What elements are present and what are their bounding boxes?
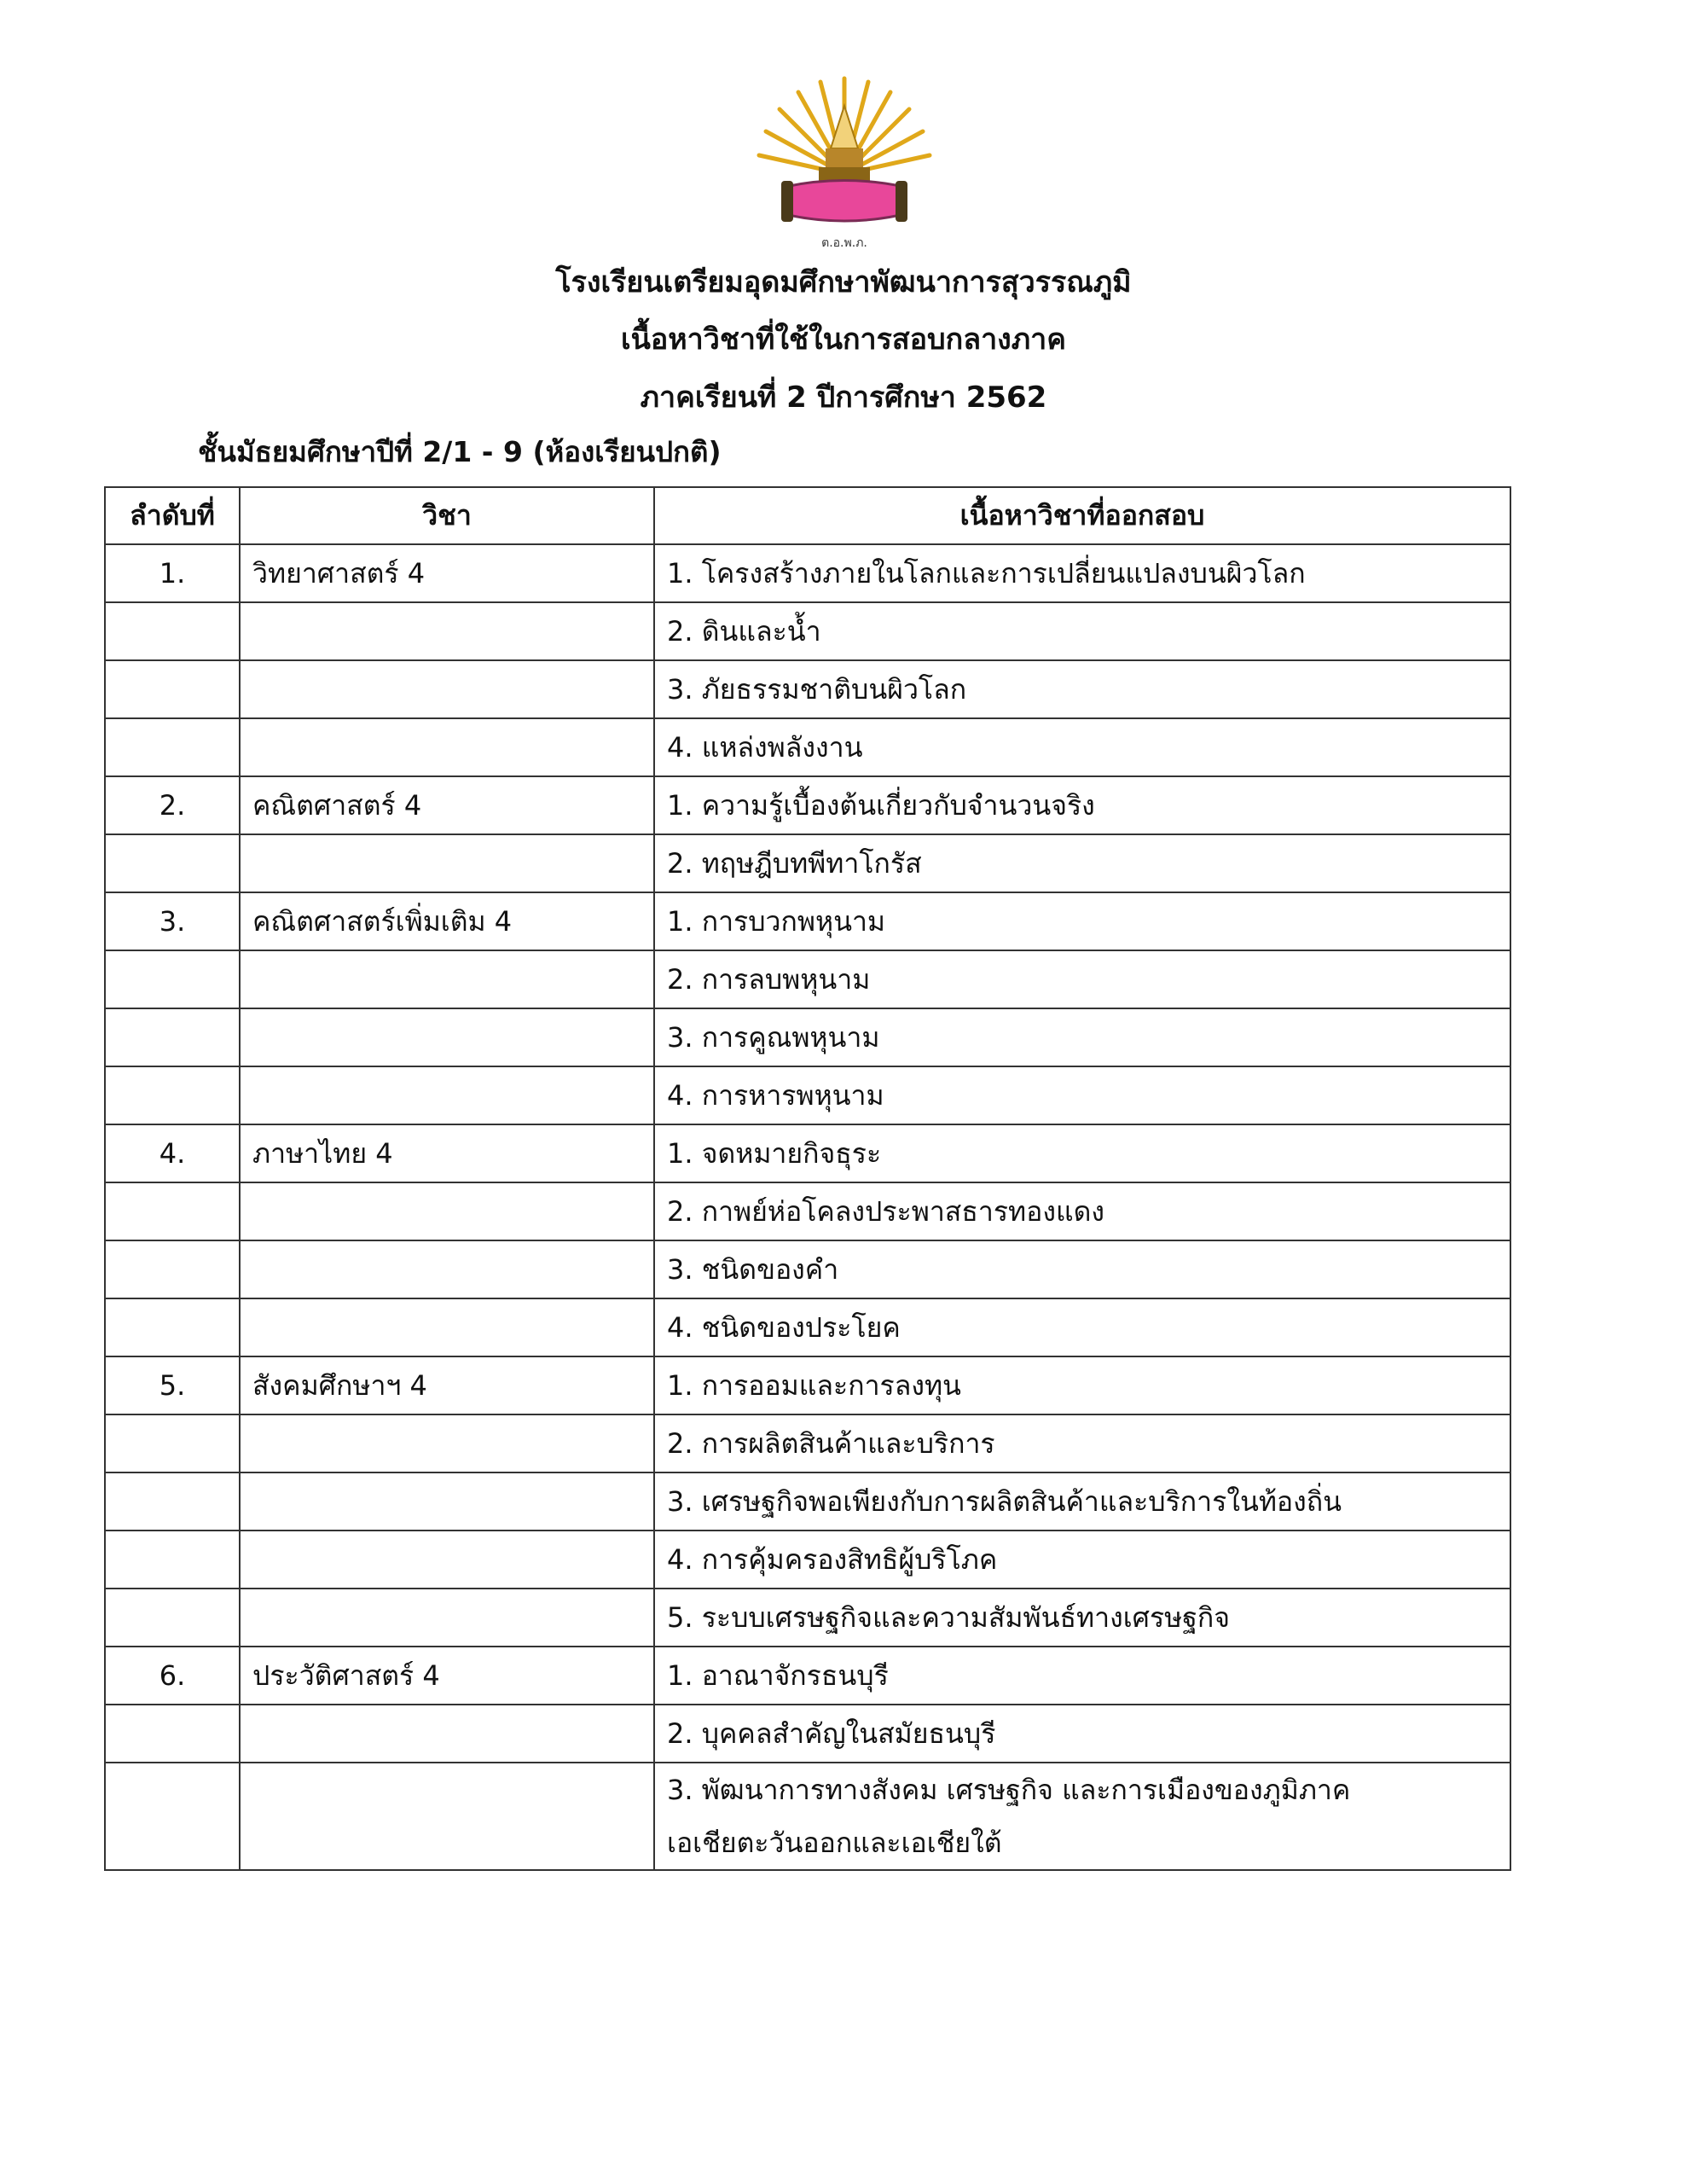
school-name: โรงเรียนเตรียมอุดมศึกษาพัฒนาการสุวรรณภูมิ <box>555 265 1132 299</box>
table-row <box>105 1356 1510 1414</box>
row-subject: คณิตศาสตร์เพิ่มเติม 4 <box>240 892 654 950</box>
row-number <box>105 834 240 892</box>
class-info: ชั้นมัธยมศึกษาปีที่ 2/1 - 9 (ห้องเรียนปกติ) <box>198 435 722 468</box>
exam-content-table <box>104 486 1511 1871</box>
row-topic: 4. ชนิดของประโยค <box>654 1298 1510 1356</box>
row-topic: 4. การคุ้มครองสิทธิผู้บริโภค <box>654 1531 1510 1589</box>
table-row <box>105 950 1510 1008</box>
row-topic: 3. เศรษฐกิจพอเพียงกับการผลิตสินค้าและบริการในท้องถิ่น <box>654 1472 1510 1531</box>
row-subject <box>240 1589 654 1647</box>
row-number: 6. <box>105 1647 240 1705</box>
row-subject <box>240 1298 654 1356</box>
table-row <box>105 602 1510 660</box>
row-topic: 1. อาณาจักรธนบุรี <box>654 1647 1510 1705</box>
row-topic: 3. ภัยธรรมชาติบนผิวโลก <box>654 660 1510 718</box>
row-number <box>105 1240 240 1298</box>
row-subject: ประวัติศาสตร์ 4 <box>240 1647 654 1705</box>
table-row <box>105 1705 1510 1763</box>
row-topic: 2. กาพย์ห่อโคลงประพาสธารทองแดง <box>654 1182 1510 1240</box>
row-topic: 2. ทฤษฎีบทพีทาโกรัส <box>654 834 1510 892</box>
row-subject <box>240 660 654 718</box>
table-row <box>105 1240 1510 1298</box>
row-topic: 1. ความรู้เบื้องต้นเกี่ยวกับจำนวนจริง <box>654 776 1510 834</box>
row-topic: 1. โครงสร้างภายในโลกและการเปลี่ยนแปลงบนผิวโลก <box>654 544 1510 602</box>
table-row <box>105 776 1510 834</box>
table-row <box>105 834 1510 892</box>
school-emblem-icon <box>751 72 938 259</box>
row-subject <box>240 602 654 660</box>
row-subject <box>240 950 654 1008</box>
row-topic: 5. ระบบเศรษฐกิจและความสัมพันธ์ทางเศรษฐกิจ <box>654 1589 1510 1647</box>
header-subject: วิชา <box>240 487 654 544</box>
row-number: 3. <box>105 892 240 950</box>
row-number <box>105 1414 240 1472</box>
row-number <box>105 660 240 718</box>
row-subject: สังคมศึกษาฯ 4 <box>240 1356 654 1414</box>
row-subject <box>240 1066 654 1124</box>
row-subject <box>240 1182 654 1240</box>
table-row <box>105 1008 1510 1066</box>
row-number <box>105 1705 240 1763</box>
table-row <box>105 1472 1510 1531</box>
row-subject <box>240 1414 654 1472</box>
row-number <box>105 718 240 776</box>
row-subject: วิทยาศาสตร์ 4 <box>240 544 654 602</box>
header-content: เนื้อหาวิชาที่ออกสอบ <box>654 487 1510 544</box>
term-info: ภาคเรียนที่ 2 ปีการศึกษา 2562 <box>640 380 1047 415</box>
table-row <box>105 1298 1510 1356</box>
table-row <box>105 1763 1510 1870</box>
table-row <box>105 544 1510 602</box>
table-row <box>105 1589 1510 1647</box>
table-row <box>105 892 1510 950</box>
row-topic: 4. การหารพหุนาม <box>654 1066 1510 1124</box>
row-topic: 1. การบวกพหุนาม <box>654 892 1510 950</box>
row-subject: ภาษาไทย 4 <box>240 1124 654 1182</box>
row-number <box>105 1298 240 1356</box>
table-row <box>105 1124 1510 1182</box>
row-topic: 2. ดินและน้ำ <box>654 602 1510 660</box>
row-number <box>105 1008 240 1066</box>
row-subject <box>240 1240 654 1298</box>
row-number <box>105 1531 240 1589</box>
svg-text:ต.อ.พ.ภ.: ต.อ.พ.ภ. <box>821 236 867 250</box>
row-topic: 2. การผลิตสินค้าและบริการ <box>654 1414 1510 1472</box>
row-subject <box>240 1531 654 1589</box>
row-subject <box>240 834 654 892</box>
table-header-row <box>105 487 1510 544</box>
row-topic: 3. พัฒนาการทางสังคม เศรษฐกิจ และการเมืองของภูมิภาค เอเชียตะวันออกและเอเชียใต้ <box>654 1763 1510 1870</box>
row-number <box>105 1589 240 1647</box>
row-number: 1. <box>105 544 240 602</box>
row-number <box>105 1066 240 1124</box>
row-number <box>105 602 240 660</box>
row-topic: 3. ชนิดของคำ <box>654 1240 1510 1298</box>
row-number: 4. <box>105 1124 240 1182</box>
table-row <box>105 1531 1510 1589</box>
row-subject <box>240 1705 654 1763</box>
row-topic: 1. จดหมายกิจธุระ <box>654 1124 1510 1182</box>
row-number <box>105 1182 240 1240</box>
row-number <box>105 950 240 1008</box>
table-row <box>105 1414 1510 1472</box>
table-row <box>105 660 1510 718</box>
table-row <box>105 718 1510 776</box>
row-subject <box>240 1472 654 1531</box>
document-subtitle: เนื้อหาวิชาที่ใช้ในการสอบกลางภาค <box>620 322 1067 357</box>
row-subject <box>240 718 654 776</box>
header-order: ลำดับที่ <box>105 487 240 544</box>
row-number: 2. <box>105 776 240 834</box>
row-subject <box>240 1763 654 1870</box>
row-subject <box>240 1008 654 1066</box>
row-topic: 2. การลบพหุนาม <box>654 950 1510 1008</box>
table-row <box>105 1647 1510 1705</box>
table-row <box>105 1182 1510 1240</box>
row-number <box>105 1763 240 1870</box>
row-number <box>105 1472 240 1531</box>
row-topic: 4. แหล่งพลังงาน <box>654 718 1510 776</box>
table-row <box>105 1066 1510 1124</box>
row-number: 5. <box>105 1356 240 1414</box>
row-subject: คณิตศาสตร์ 4 <box>240 776 654 834</box>
row-topic: 2. บุคคลสำคัญในสมัยธนบุรี <box>654 1705 1510 1763</box>
row-topic: 1. การออมและการลงทุน <box>654 1356 1510 1414</box>
row-topic: 3. การคูณพหุนาม <box>654 1008 1510 1066</box>
